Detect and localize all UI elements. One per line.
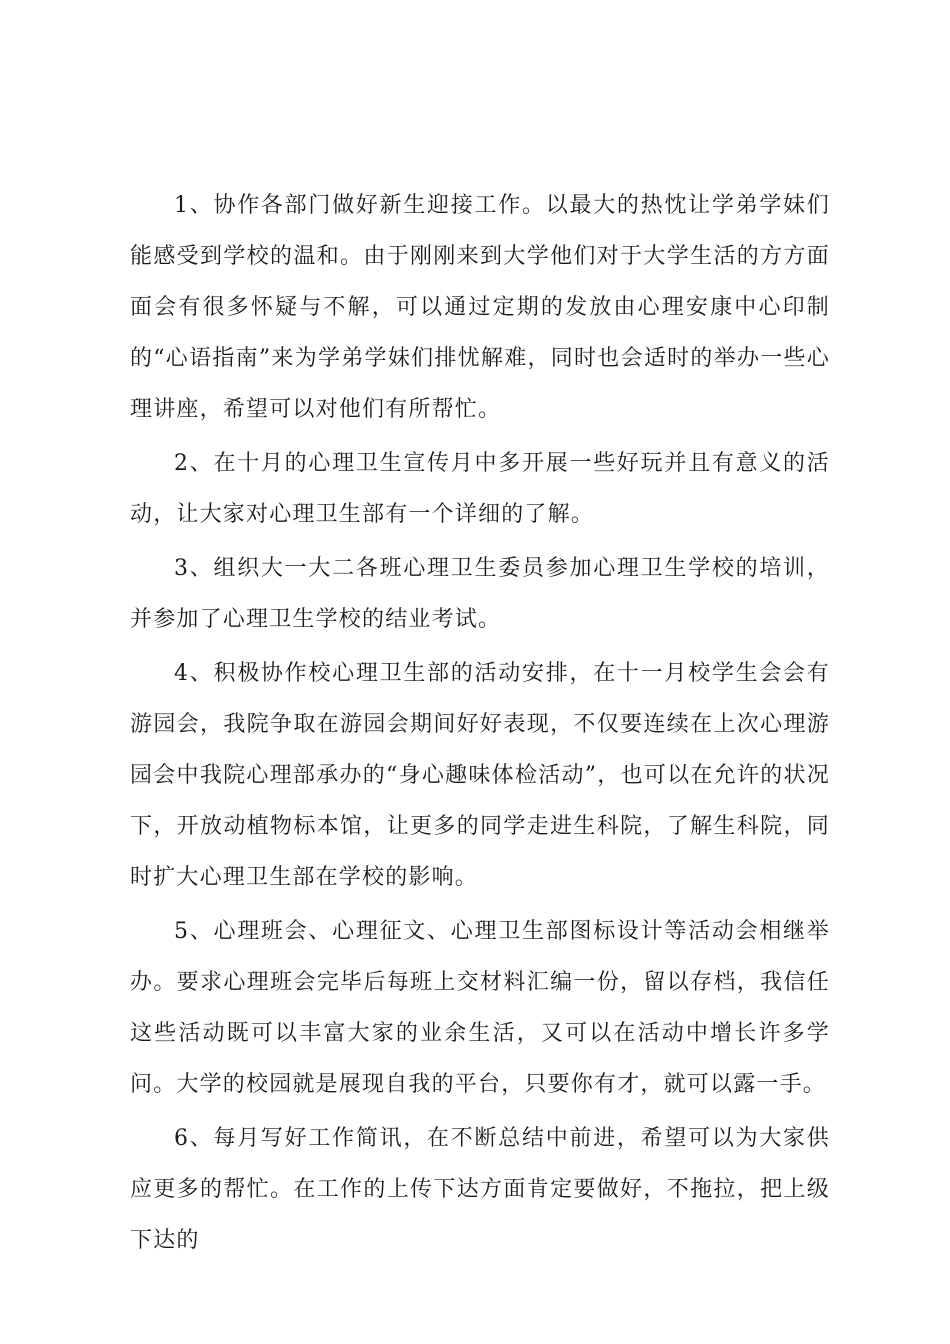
- paragraph-3: 3、组织大一大二各班心理卫生委员参加心理卫生学校的培训，并参加了心理卫生学校的结业考试。: [130, 556, 830, 632]
- paragraph-6: 6、每月写好工作简讯，在不断总结中前进，希望可以为大家供应更多的帮忙。在工作的上传下达方面肯定要做好，不拖拉，把上级下达的: [130, 1126, 830, 1253]
- paragraph-4: 4、积极协作校心理卫生部的活动安排，在十一月校学生会会有游园会，我院争取在游园会期间好好表现，不仅要连续在上次心理游园会中我院心理部承办的“身心趣味体检活动”，也可以在允许的状况下，开放动植物标本馆，让更多的同学走进生科院，了解生科院，同时扩大心理卫生部在学校的影响。: [130, 661, 830, 890]
- document-body: [130, 180, 830, 1269]
- paragraph-1: 1、协作各部门做好新生迎接工作。以最大的热忱让学弟学妹们能感受到学校的温和。由于刚刚来到大学他们对于大学生活的方方面面会有很多怀疑与不解，可以通过定期的发放由心理安康中心印制的“心语指南”来为学弟学妹们排忧解难，同时也会适时的举办一些心理讲座，希望可以对他们有所帮忙。: [130, 193, 830, 422]
- paragraph-2: 2、在十月的心理卫生宣传月中多开展一些好玩并且有意义的活动，让大家对心理卫生部有一个详细的了解。: [130, 451, 830, 527]
- paragraph-5: 5、心理班会、心理征文、心理卫生部图标设计等活动会相继举办。要求心理班会完毕后每班上交材料汇编一份，留以存档，我信任这些活动既可以丰富大家的业余生活，又可以在活动中增长许多学问。大学的校园就是展现自我的平台，只要你有才，就可以露一手。: [130, 919, 830, 1097]
